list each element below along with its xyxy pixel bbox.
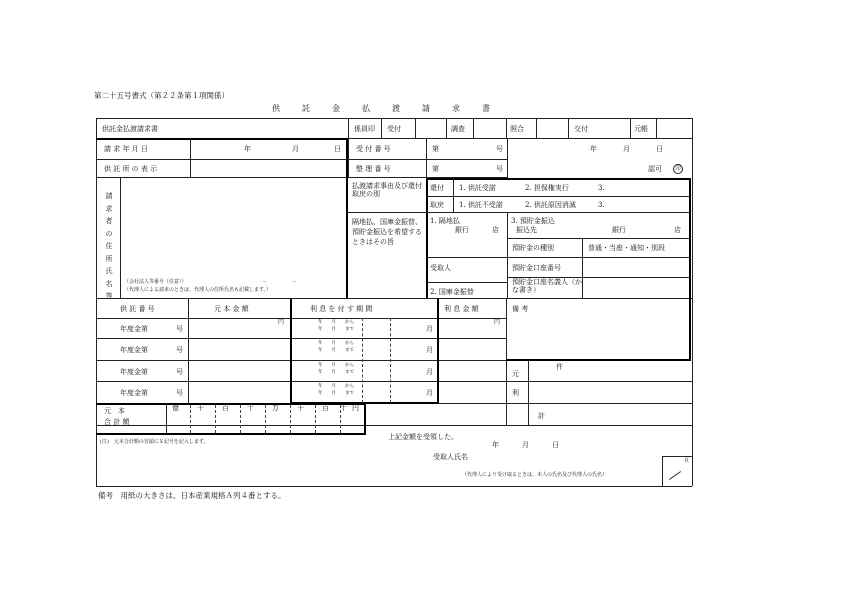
title-char: 託 <box>302 104 310 113</box>
chosa-label: 調査 <box>451 125 465 133</box>
period-from: 年 月 から <box>318 320 354 325</box>
title-char: 供 <box>272 104 280 113</box>
risoku-field[interactable] <box>439 382 505 402</box>
period-to: 年 月 まで <box>318 370 354 375</box>
digit-juu-2: 十 <box>340 404 347 412</box>
digit-hyaku-2: 百 <box>322 404 329 412</box>
gankin-field[interactable] <box>189 339 289 359</box>
acceptance-go: 号 <box>496 145 503 153</box>
kei-label: 計 <box>538 412 545 420</box>
footer-note: 備考 用紙の大きさは、日本産業規格Ａ列４番とする。 <box>98 491 286 500</box>
table-header-risoku: 利 息 金 額 <box>444 305 479 313</box>
footnote: (注) 元本合計額の冒頭に￥記号を記入します。 <box>100 439 209 445</box>
account-number-label: 預貯金口座番号 <box>512 264 561 272</box>
kanpu-option-1[interactable]: 1. 供託受諾 <box>459 184 496 192</box>
row-go: 号 <box>176 368 183 376</box>
receiver-name-field[interactable] <box>480 450 660 464</box>
claimant-field[interactable] <box>121 178 345 278</box>
risoku-field[interactable] <box>439 319 505 337</box>
period-to: 年 月 まで <box>318 348 354 353</box>
received-month: 月 <box>522 441 529 449</box>
account-type-label: 預貯金の種別 <box>512 244 554 252</box>
receiver-name-label: 受取人氏名 <box>433 453 468 461</box>
table-header-biko: 備 考 <box>512 305 529 313</box>
digit-oku: 億 <box>172 404 179 412</box>
gen-label: 元 <box>512 370 519 378</box>
acceptance-dai: 第 <box>432 145 439 153</box>
kakariin-label: 係員印 <box>354 125 375 133</box>
digit-sen-2: 千 <box>297 404 304 412</box>
digit-sen: 千 <box>197 404 204 412</box>
corp-number-dash-1: － <box>262 279 268 285</box>
gankin-field[interactable] <box>189 361 289 380</box>
right-date-month: 月 <box>623 145 630 153</box>
right-date-day: 日 <box>656 145 663 153</box>
kanpu-option-2[interactable]: 2. 担保権実行 <box>525 184 569 192</box>
torimodoshi-option-2[interactable]: 2. 供託原因消滅 <box>525 201 576 209</box>
period-month: 月 <box>426 389 433 397</box>
table-header-kikan: 利 息 を 付 す 期 間 <box>310 305 373 313</box>
ri-label: 利 <box>512 389 519 397</box>
form-name: 供託金払渡請求書 <box>102 125 158 133</box>
right-date-year: 年 <box>590 145 597 153</box>
reason-label: 払渡請求事由及び還付取戻の別 <box>352 182 422 199</box>
digit-man: 万 <box>272 404 279 412</box>
received-day: 日 <box>552 441 559 449</box>
period-from: 年 月 から <box>318 384 354 389</box>
date-month: 月 <box>292 145 299 153</box>
kakuchi-bank: 銀行 <box>455 226 469 234</box>
row-go: 号 <box>176 325 183 333</box>
torimodoshi-option-1[interactable]: 1. 供託不受諾 <box>459 201 503 209</box>
page-field[interactable] <box>663 457 691 485</box>
remarks-field[interactable] <box>507 314 688 358</box>
torimodoshi-option-3[interactable]: 3. <box>598 201 605 209</box>
motocho-label: 元帳 <box>634 125 648 133</box>
uketorinin-label: 受取人 <box>430 264 451 272</box>
kokko-option[interactable]: 2. 国庫金振替 <box>430 288 474 296</box>
date-year: 年 <box>244 145 251 153</box>
furikomisaki-branch: 店 <box>674 226 681 234</box>
corp-number-dash-2: － <box>292 279 298 285</box>
period-from: 年 月 から <box>318 363 354 368</box>
title-char: 渡 <box>392 104 400 113</box>
kakuchi-branch: 店 <box>492 226 499 234</box>
form-number: 第二十五号書式（第２２条第１項関係） <box>94 91 229 100</box>
risoku-field[interactable] <box>439 361 505 380</box>
office-field[interactable] <box>191 160 346 177</box>
approval-label: 認可 <box>648 165 662 173</box>
risoku-field[interactable] <box>439 339 505 359</box>
request-date-field[interactable] <box>191 139 346 159</box>
kakuchi-option[interactable]: 1. 隔地払 <box>430 217 460 225</box>
kanpu-label: 還付 <box>430 184 444 192</box>
table-header-kyotaku-bango: 供 託 番 号 <box>120 305 155 313</box>
claimant-label: 請 求 者 の 住 所 氏 名 等 <box>105 192 113 300</box>
account-type-options[interactable]: 普通・当座・通知・別段 <box>588 244 665 252</box>
corp-number-note: （会社法人等番号（任意）） <box>124 279 187 285</box>
gankin-yen: 円 <box>278 319 285 326</box>
period-to: 年 月 まで <box>318 391 354 396</box>
principal-total-label-1: 元 本 <box>104 407 125 415</box>
kanpu-option-3[interactable]: 3. <box>598 184 605 192</box>
period-from: 年 月 から <box>318 341 354 346</box>
title-char: 求 <box>452 104 460 113</box>
received-year: 年 <box>492 441 499 449</box>
digit-yen: 円 <box>352 404 359 412</box>
received-text: 上記金額を受領した。 <box>388 433 458 441</box>
row-go: 号 <box>176 389 183 397</box>
gankin-field[interactable] <box>189 319 289 337</box>
row-label: 年度金第 <box>120 325 148 333</box>
reference-go: 号 <box>496 165 503 173</box>
period-month: 月 <box>426 368 433 376</box>
account-name-label: 預貯金口座名義人（かな書き） <box>512 278 582 295</box>
period-to: 年 月 まで <box>318 327 354 332</box>
principal-total-label-2: 合 計 額 <box>104 418 130 426</box>
office-label: 供 託 所 の 表 示 <box>104 165 158 173</box>
reference-number-label: 整 理 番 号 <box>356 165 391 173</box>
title-char: 請 <box>422 104 430 113</box>
title-char: 書 <box>482 104 490 113</box>
agent-note: （代理人による請求のときは、代理人の住所氏名も記載します。） <box>124 287 272 293</box>
torimodoshi-label: 取戻 <box>430 201 444 209</box>
row-label: 年度金第 <box>120 346 148 354</box>
period-month: 月 <box>426 346 433 354</box>
method-label: 隔地払、国庫金振替、預貯金振込を希望するときはその旨 <box>352 218 422 246</box>
page-label: 頁 <box>684 458 690 464</box>
kofu-label: 交付 <box>574 125 588 133</box>
yokin-furikomi-option[interactable]: 3. 預貯金振込 <box>511 217 555 225</box>
furikomisaki-label: 振込先 <box>516 226 537 234</box>
row-label: 年度金第 <box>120 368 148 376</box>
gankin-field[interactable] <box>189 382 289 402</box>
risoku-yen: 円 <box>494 319 501 326</box>
table-header-gankin: 元 本 金 額 <box>214 305 249 313</box>
furikomisaki-bank: 銀行 <box>612 226 626 234</box>
period-month: 月 <box>426 325 433 333</box>
request-date-label: 請 求 年 月 日 <box>104 145 148 153</box>
digit-juu: 十 <box>247 404 254 412</box>
agent-receive-note: （代理人により受け取るときは、本人の氏名及び代理人の氏名） <box>462 472 608 478</box>
shogo-label: 照合 <box>510 125 524 133</box>
uketsuke-label: 受付 <box>387 125 401 133</box>
form-title <box>272 104 490 113</box>
row-label: 年度金第 <box>120 389 148 397</box>
title-char: 払 <box>362 104 370 113</box>
acceptance-number-label: 受 付 番 号 <box>356 145 391 153</box>
date-day: 日 <box>334 145 341 153</box>
digit-hyaku: 百 <box>222 404 229 412</box>
reference-dai: 第 <box>432 165 439 173</box>
ken-label: 件 <box>556 363 563 371</box>
row-go: 号 <box>176 346 183 354</box>
seal-mark: 印 <box>673 164 683 174</box>
title-char: 金 <box>332 104 340 113</box>
